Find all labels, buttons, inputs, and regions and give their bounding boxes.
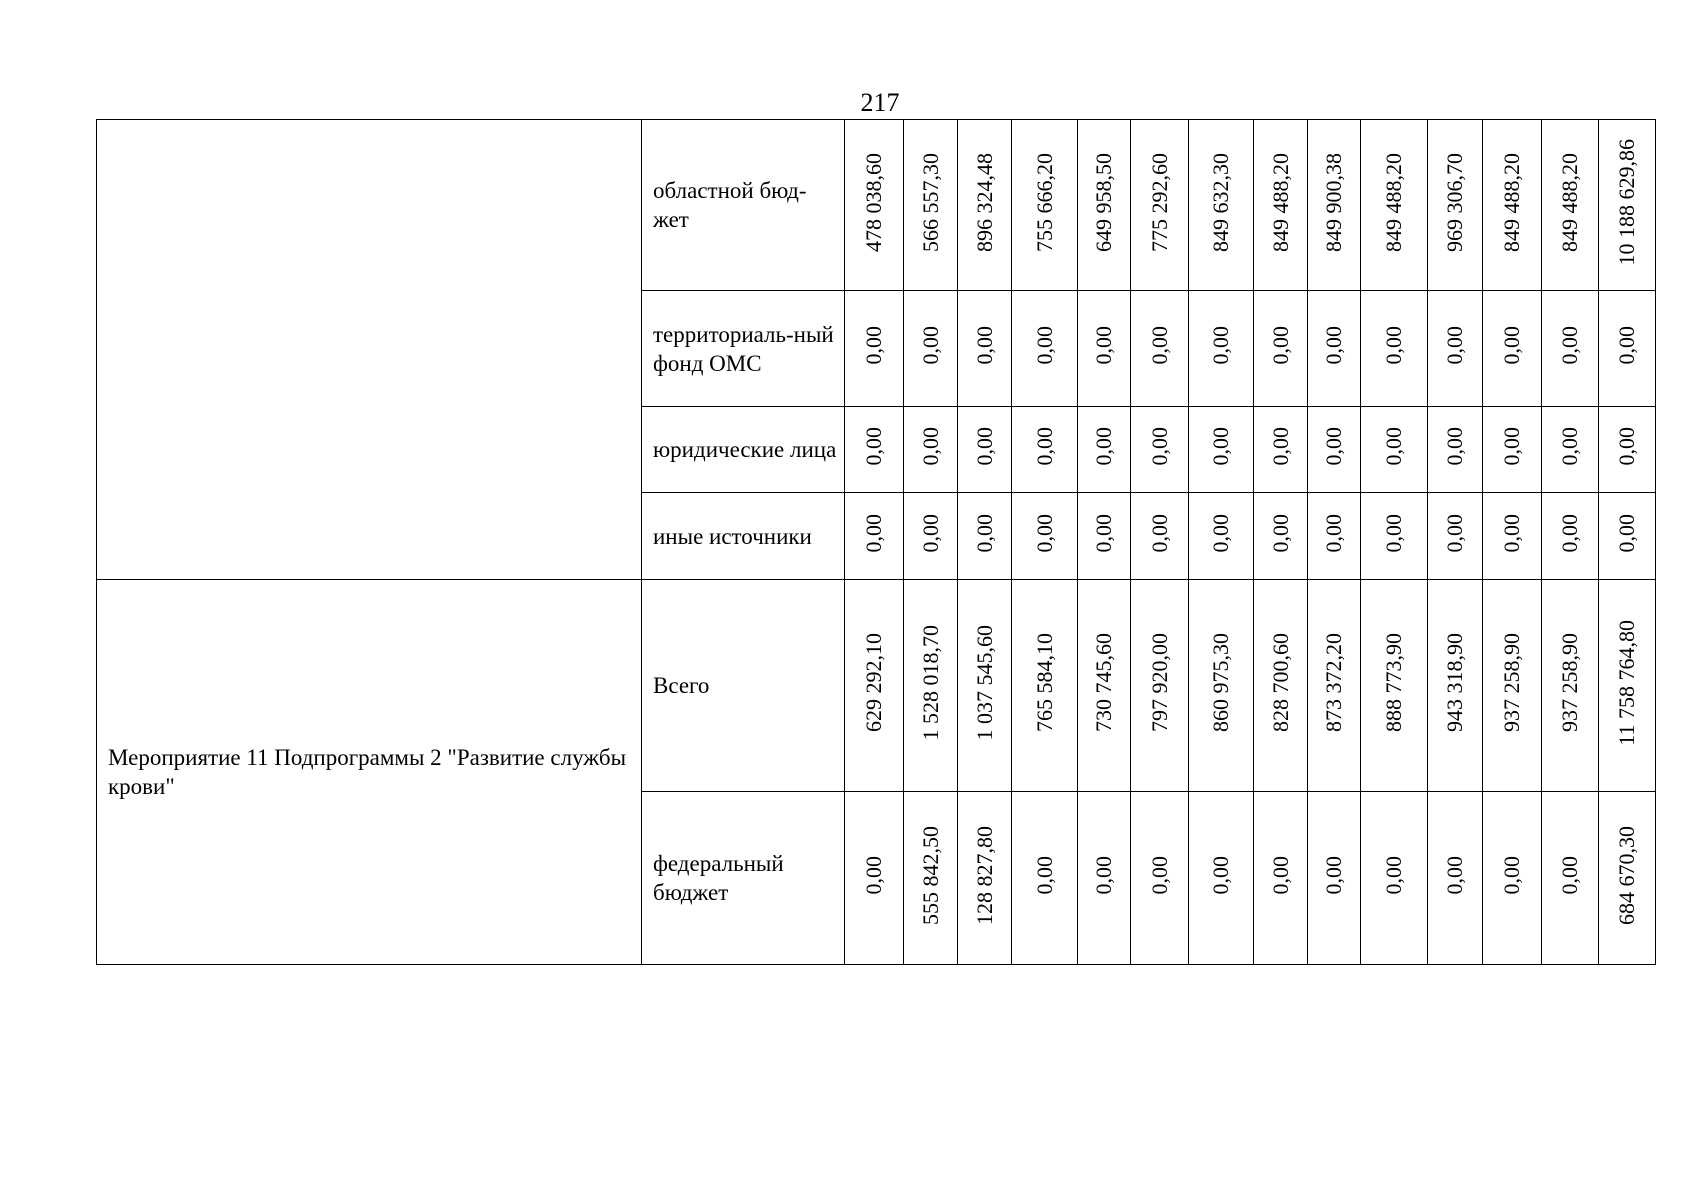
value-text: 0,00 xyxy=(1442,855,1467,895)
value-cell xyxy=(1361,792,1428,965)
value-text: 0,00 xyxy=(1614,513,1639,553)
value-cell xyxy=(1542,493,1599,580)
value-cell xyxy=(1308,407,1361,493)
value-cell xyxy=(1542,580,1599,792)
value-text: 128 827,80 xyxy=(971,825,997,925)
value-text: 0,00 xyxy=(1031,427,1057,466)
value-cell xyxy=(1599,792,1656,965)
value-cell xyxy=(1361,120,1428,291)
value-cell xyxy=(1483,291,1542,407)
value-cell xyxy=(1012,792,1078,965)
value-text: 849 632,30 xyxy=(1208,152,1233,252)
value-cell xyxy=(904,792,958,965)
value-text: 1 037 545,60 xyxy=(971,624,997,741)
value-text: 0,00 xyxy=(971,513,997,553)
value-text: 0,00 xyxy=(1614,427,1639,466)
value-cell xyxy=(1131,493,1189,580)
value-cell xyxy=(1308,580,1361,792)
value-text: 0,00 xyxy=(1499,427,1524,466)
value-text: 0,00 xyxy=(1208,855,1233,895)
value-cell xyxy=(1131,291,1189,407)
value-cell xyxy=(904,407,958,493)
funding-source-cell: юридические лица xyxy=(642,407,845,493)
value-text: 0,00 xyxy=(1557,855,1582,895)
value-cell xyxy=(1189,792,1254,965)
value-text: 0,00 xyxy=(1381,855,1406,895)
value-text: 765 584,10 xyxy=(1031,633,1057,732)
value-cell xyxy=(1131,407,1189,493)
value-text: 797 920,00 xyxy=(1146,633,1172,732)
value-text: 849 488,20 xyxy=(1499,152,1524,252)
table-body xyxy=(97,120,1656,965)
value-cell xyxy=(845,493,904,580)
page-number: 217 xyxy=(860,88,900,117)
value-cell xyxy=(1483,493,1542,580)
value-text: 0,00 xyxy=(1557,513,1582,553)
value-text: 555 842,50 xyxy=(917,825,943,925)
value-text: 11 758 764,80 xyxy=(1614,619,1639,746)
value-text: 0,00 xyxy=(1208,326,1233,365)
value-cell xyxy=(1542,407,1599,493)
value-text: 0,00 xyxy=(1091,855,1116,895)
value-text: 0,00 xyxy=(1321,326,1346,365)
value-cell xyxy=(1078,120,1131,291)
value-cell xyxy=(1599,493,1656,580)
value-cell xyxy=(958,580,1012,792)
value-cell xyxy=(904,291,958,407)
value-cell xyxy=(1189,291,1254,407)
value-cell xyxy=(1254,291,1308,407)
value-cell xyxy=(958,493,1012,580)
value-cell xyxy=(904,493,958,580)
value-text: 0,00 xyxy=(1031,855,1057,895)
funding-source-cell: иные источники xyxy=(642,493,845,580)
value-text: 649 958,50 xyxy=(1091,152,1116,252)
value-cell xyxy=(1078,407,1131,493)
value-cell xyxy=(1189,120,1254,291)
value-text: 0,00 xyxy=(1614,326,1639,365)
funding-source-cell: областной бюд-жет xyxy=(642,120,845,291)
value-cell xyxy=(958,407,1012,493)
value-text: 969 306,70 xyxy=(1442,152,1467,252)
value-text: 0,00 xyxy=(917,513,943,553)
value-cell xyxy=(1483,580,1542,792)
value-text: 1 528 018,70 xyxy=(917,624,943,741)
value-text: 0,00 xyxy=(1267,855,1293,895)
value-cell xyxy=(845,792,904,965)
value-text: 0,00 xyxy=(861,326,886,365)
value-text: 860 975,30 xyxy=(1208,633,1233,732)
value-cell xyxy=(1308,120,1361,291)
value-cell xyxy=(1078,493,1131,580)
value-cell xyxy=(1189,580,1254,792)
value-cell xyxy=(1012,120,1078,291)
value-text: 0,00 xyxy=(1031,513,1057,553)
value-text: 0,00 xyxy=(861,855,886,895)
value-cell xyxy=(845,291,904,407)
value-cell xyxy=(904,120,958,291)
value-text: 0,00 xyxy=(1146,427,1172,466)
value-text: 0,00 xyxy=(1499,326,1524,365)
value-cell xyxy=(1189,493,1254,580)
value-text: 0,00 xyxy=(1267,427,1293,466)
value-cell xyxy=(1361,493,1428,580)
value-cell xyxy=(1308,493,1361,580)
value-cell xyxy=(1254,407,1308,493)
value-text: 0,00 xyxy=(861,427,886,466)
value-cell xyxy=(958,120,1012,291)
value-text: 0,00 xyxy=(1208,513,1233,553)
value-cell xyxy=(845,407,904,493)
value-text: 0,00 xyxy=(1499,855,1524,895)
value-text: 730 745,60 xyxy=(1091,633,1116,732)
value-text: 937 258,90 xyxy=(1499,633,1524,732)
value-text: 849 488,20 xyxy=(1381,152,1406,252)
entity-cell: Мероприятие 11 Подпрограммы 2 "Развитие службы крови" xyxy=(97,580,642,965)
value-text: 0,00 xyxy=(971,326,997,365)
value-cell xyxy=(1542,291,1599,407)
value-cell xyxy=(1254,493,1308,580)
funding-source-cell: федеральный бюджет xyxy=(642,792,845,965)
value-cell xyxy=(1599,291,1656,407)
funding-source-cell: Всего xyxy=(642,580,845,792)
value-cell xyxy=(1483,407,1542,493)
value-text: 0,00 xyxy=(1208,427,1233,466)
table-row xyxy=(97,580,1656,792)
value-cell xyxy=(845,120,904,291)
value-cell xyxy=(1361,407,1428,493)
value-cell xyxy=(1428,120,1483,291)
value-text: 566 557,30 xyxy=(917,152,943,252)
value-text: 0,00 xyxy=(1031,326,1057,365)
value-cell xyxy=(904,580,958,792)
value-text: 849 488,20 xyxy=(1557,152,1582,252)
value-text: 0,00 xyxy=(1321,427,1346,466)
value-text: 828 700,60 xyxy=(1267,633,1293,732)
table-row xyxy=(97,120,1656,291)
value-cell xyxy=(1131,792,1189,965)
funding-table xyxy=(96,119,1656,965)
value-text: 0,00 xyxy=(917,427,943,466)
value-text: 0,00 xyxy=(1321,513,1346,553)
value-text: 888 773,90 xyxy=(1381,633,1406,732)
funding-source-cell: территориаль-ный фонд ОМС xyxy=(642,291,845,407)
value-text: 849 900,38 xyxy=(1321,152,1346,252)
value-text: 0,00 xyxy=(1442,513,1467,553)
value-text: 943 318,90 xyxy=(1442,633,1467,732)
value-text: 0,00 xyxy=(1499,513,1524,553)
value-cell xyxy=(1012,407,1078,493)
value-text: 0,00 xyxy=(971,427,997,466)
value-text: 755 666,20 xyxy=(1031,152,1057,252)
value-cell xyxy=(845,580,904,792)
value-text: 849 488,20 xyxy=(1267,152,1293,252)
value-cell xyxy=(1428,291,1483,407)
value-text: 684 670,30 xyxy=(1614,825,1639,925)
value-text: 0,00 xyxy=(1321,855,1346,895)
value-cell xyxy=(1254,792,1308,965)
value-text: 0,00 xyxy=(1442,427,1467,466)
value-text: 629 292,10 xyxy=(861,633,886,732)
value-text: 937 258,90 xyxy=(1557,633,1582,732)
value-cell xyxy=(1078,580,1131,792)
value-cell xyxy=(1131,580,1189,792)
value-text: 0,00 xyxy=(1091,427,1116,466)
value-text: 0,00 xyxy=(1267,513,1293,553)
value-text: 0,00 xyxy=(1146,513,1172,553)
value-text: 0,00 xyxy=(1091,326,1116,365)
value-cell xyxy=(1012,291,1078,407)
value-text: 0,00 xyxy=(1557,326,1582,365)
value-text: 0,00 xyxy=(1146,855,1172,895)
value-cell xyxy=(1599,580,1656,792)
value-text: 896 324,48 xyxy=(971,152,997,252)
value-cell xyxy=(1308,291,1361,407)
value-cell xyxy=(1428,407,1483,493)
value-cell xyxy=(1428,580,1483,792)
value-cell xyxy=(1254,580,1308,792)
value-text: 10 188 629,86 xyxy=(1614,138,1639,266)
value-text: 478 038,60 xyxy=(861,152,886,252)
value-text: 0,00 xyxy=(861,513,886,553)
value-text: 0,00 xyxy=(1381,326,1406,365)
value-cell xyxy=(1361,291,1428,407)
value-cell xyxy=(958,291,1012,407)
value-text: 0,00 xyxy=(917,326,943,365)
value-text: 0,00 xyxy=(1381,427,1406,466)
value-cell xyxy=(1078,291,1131,407)
value-cell xyxy=(1254,120,1308,291)
value-cell xyxy=(1599,120,1656,291)
value-cell xyxy=(1542,120,1599,291)
value-cell xyxy=(1131,120,1189,291)
value-cell xyxy=(1599,407,1656,493)
value-cell xyxy=(1012,493,1078,580)
value-text: 775 292,60 xyxy=(1146,152,1172,252)
value-text: 0,00 xyxy=(1267,326,1293,365)
value-text: 0,00 xyxy=(1146,326,1172,365)
value-text: 0,00 xyxy=(1381,513,1406,553)
entity-cell xyxy=(97,120,642,580)
value-cell xyxy=(1483,120,1542,291)
value-text: 873 372,20 xyxy=(1321,633,1346,732)
value-cell xyxy=(1428,792,1483,965)
value-cell xyxy=(1078,792,1131,965)
value-cell xyxy=(1483,792,1542,965)
value-cell xyxy=(1189,407,1254,493)
value-cell xyxy=(1428,493,1483,580)
value-text: 0,00 xyxy=(1442,326,1467,365)
value-cell xyxy=(958,792,1012,965)
value-cell xyxy=(1308,792,1361,965)
value-text: 0,00 xyxy=(1091,513,1116,553)
value-cell xyxy=(1361,580,1428,792)
value-cell xyxy=(1012,580,1078,792)
value-cell xyxy=(1542,792,1599,965)
value-text: 0,00 xyxy=(1557,427,1582,466)
